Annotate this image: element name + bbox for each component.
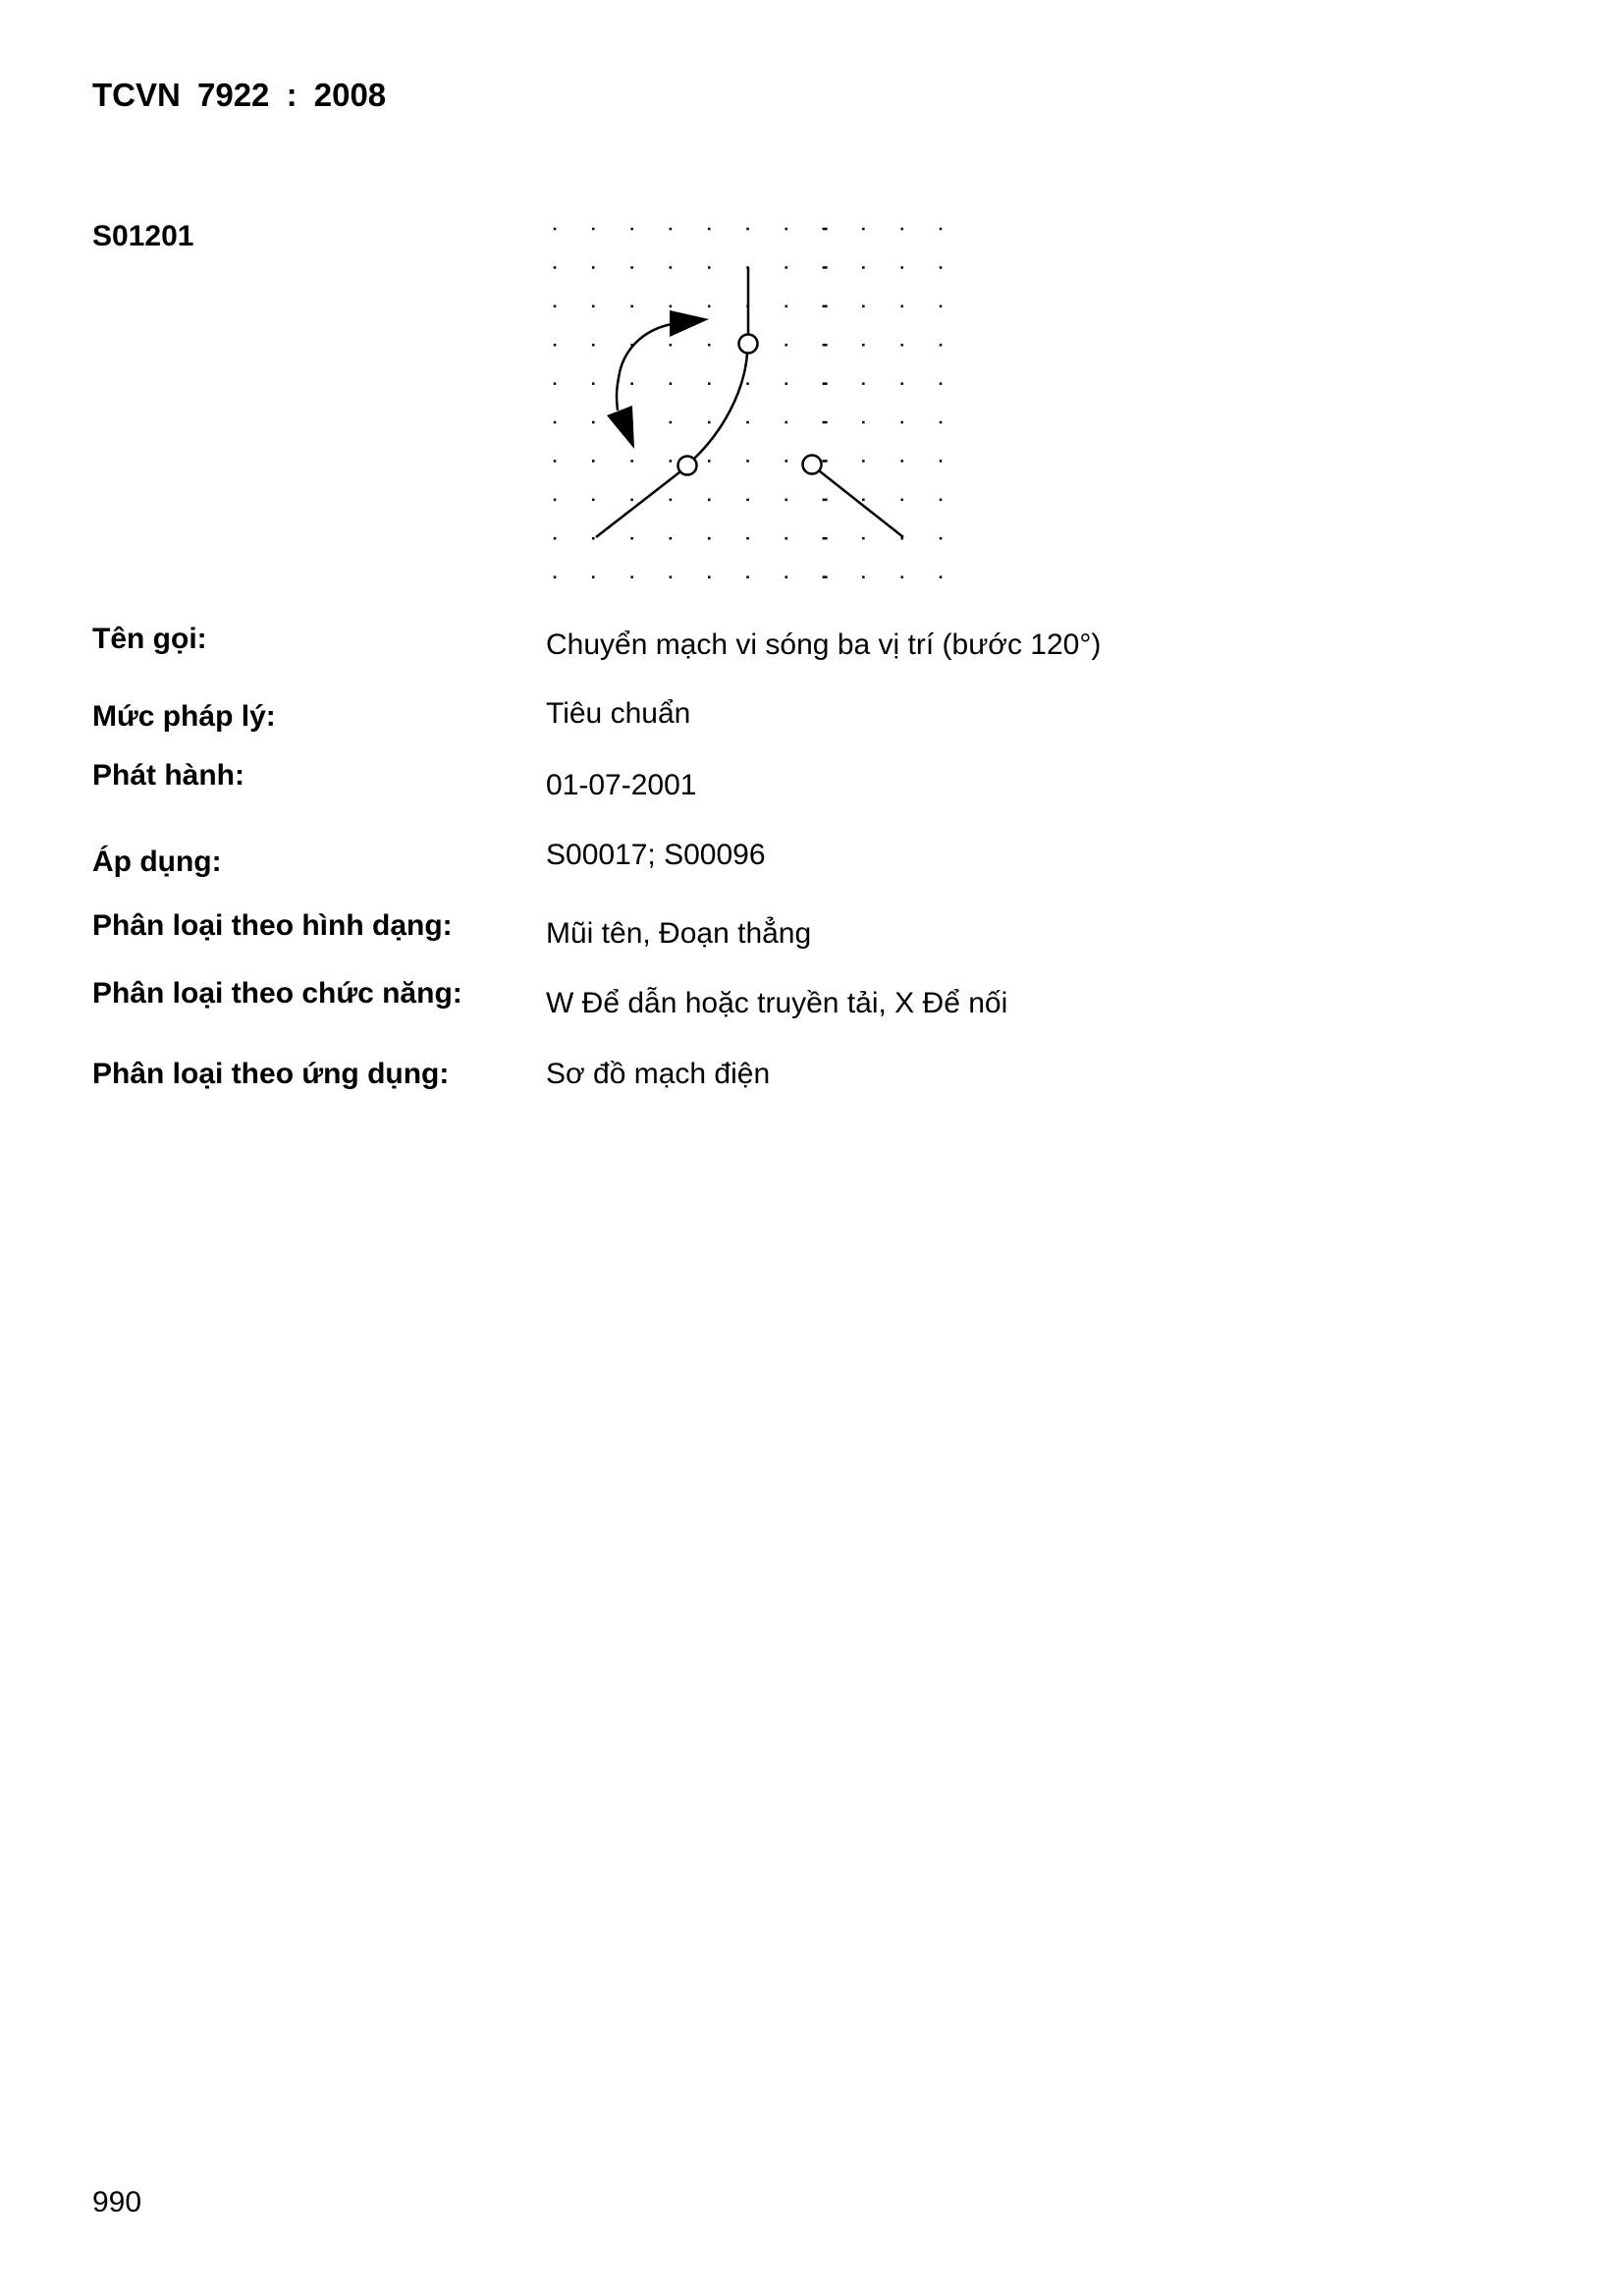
- grid-dot: [554, 266, 557, 269]
- grid-dot: [592, 344, 595, 347]
- grid-dot: [823, 266, 828, 269]
- switch-symbol-diagram: [530, 206, 962, 599]
- grid-dot: [940, 228, 943, 231]
- grid-dot: [862, 266, 865, 269]
- grid-dot: [592, 575, 595, 578]
- grid-dot: [940, 382, 943, 385]
- grid-dot: [708, 421, 711, 424]
- grid-dot: [708, 460, 711, 463]
- grid-dot: [823, 382, 828, 385]
- grid-dot: [940, 421, 943, 424]
- field-label-name: Tên gọi:: [92, 623, 207, 655]
- standard-header: TCVN 7922 : 2008: [92, 77, 387, 113]
- grid-dot: [823, 460, 828, 463]
- grid-dot: [630, 499, 633, 502]
- grid-dot: [940, 499, 943, 502]
- grid-dot: [823, 537, 828, 540]
- grid-dot: [708, 266, 711, 269]
- grid-dot: [901, 460, 904, 463]
- grid-dot: [901, 421, 904, 424]
- grid-dot: [554, 499, 557, 502]
- grid-dot: [708, 344, 711, 347]
- grid-dot: [592, 460, 595, 463]
- rotation-arrow-arc: [617, 324, 672, 410]
- grid-dot: [823, 575, 828, 578]
- arrowhead-right-icon: [670, 310, 709, 337]
- page-number: 990: [92, 2186, 142, 2218]
- grid-dot: [785, 575, 788, 578]
- grid-dot: [940, 460, 943, 463]
- arrowhead-down-icon: [607, 406, 634, 449]
- grid-dot: [708, 537, 711, 540]
- grid-dot: [823, 344, 828, 347]
- grid-dot: [592, 305, 595, 308]
- grid-dot: [670, 537, 673, 540]
- grid-dot: [670, 460, 673, 463]
- grid-dot: [746, 460, 749, 463]
- grid-dot: [862, 305, 865, 308]
- symbol-code: S01201: [92, 220, 194, 252]
- grid-dot: [901, 228, 904, 231]
- grid-dot: [630, 228, 633, 231]
- grid-dot: [554, 228, 557, 231]
- field-value-application-class: Sơ đồ mạch điện: [546, 1058, 771, 1090]
- grid-dot: [862, 421, 865, 424]
- grid-dot: [940, 344, 943, 347]
- grid-dot: [630, 537, 633, 540]
- grid-dot: [554, 382, 557, 385]
- grid-dot: [670, 499, 673, 502]
- grid-dot: [823, 421, 828, 424]
- field-label-shape-class: Phân loại theo hình dạng:: [92, 909, 453, 942]
- grid-dot: [708, 575, 711, 578]
- field-value-applies: S00017; S00096: [546, 839, 766, 871]
- field-value-function-class: W Để dẫn hoặc truyền tải, X Để nối: [546, 987, 1008, 1019]
- field-value-name: Chuyển mạch vi sóng ba vị trí (bước 120°): [546, 629, 1102, 661]
- output-line-left: [596, 472, 679, 537]
- output-line-right: [820, 471, 903, 537]
- field-value-shape-class: Mũi tên, Đoạn thẳng: [546, 917, 812, 950]
- grid-dot: [901, 575, 904, 578]
- field-label-applies: Áp dụng:: [92, 846, 222, 878]
- grid-dot: [592, 499, 595, 502]
- grid-dot: [592, 421, 595, 424]
- grid-dot: [554, 421, 557, 424]
- grid-dot: [708, 305, 711, 308]
- contact-right-circle: [803, 456, 822, 474]
- grid-dot: [862, 382, 865, 385]
- grid-dot: [670, 344, 673, 347]
- grid-dot: [670, 575, 673, 578]
- grid-dot: [901, 344, 904, 347]
- grid-dot: [823, 499, 828, 502]
- grid-dot: [940, 266, 943, 269]
- grid-dot: [862, 344, 865, 347]
- grid-dot: [708, 499, 711, 502]
- grid-dot: [862, 575, 865, 578]
- grid-dot: [554, 460, 557, 463]
- grid-dot: [901, 382, 904, 385]
- grid-dot: [670, 228, 673, 231]
- grid-dot: [670, 421, 673, 424]
- grid-dot: [746, 499, 749, 502]
- grid-dot: [554, 305, 557, 308]
- switch-blade-arc: [694, 354, 747, 459]
- grid-dot: [785, 266, 788, 269]
- grid-dot: [670, 305, 673, 308]
- grid-dot: [708, 382, 711, 385]
- field-value-issued: 01-07-2001: [546, 769, 697, 801]
- grid-dot: [708, 228, 711, 231]
- field-label-application-class: Phân loại theo ứng dụng:: [92, 1058, 450, 1090]
- grid-dot: [785, 305, 788, 308]
- grid-dot: [630, 305, 633, 308]
- grid-dot: [592, 228, 595, 231]
- grid-dot: [901, 266, 904, 269]
- grid-dot: [862, 499, 865, 502]
- grid-dot: [670, 382, 673, 385]
- field-label-function-class: Phân loại theo chức năng:: [92, 977, 462, 1010]
- grid-dot: [940, 305, 943, 308]
- grid-dot: [785, 382, 788, 385]
- grid-dot: [630, 575, 633, 578]
- grid-dot: [785, 344, 788, 347]
- grid-dot: [746, 421, 749, 424]
- grid-dot: [940, 575, 943, 578]
- contact-left-circle: [678, 457, 697, 475]
- grid-dot: [940, 537, 943, 540]
- grid-dot: [823, 305, 828, 308]
- grid-dot: [554, 537, 557, 540]
- grid-dot: [592, 537, 595, 540]
- grid-dot: [862, 228, 865, 231]
- grid-dot: [746, 382, 749, 385]
- field-label-issued: Phát hành:: [92, 759, 244, 792]
- grid-dot: [670, 266, 673, 269]
- grid-dot: [554, 575, 557, 578]
- grid-dot: [785, 499, 788, 502]
- grid-dot: [901, 305, 904, 308]
- grid-dot: [862, 537, 865, 540]
- grid-dot: [554, 344, 557, 347]
- field-label-legal-level: Mức pháp lý:: [92, 700, 276, 733]
- grid-dot: [630, 460, 633, 463]
- field-value-legal-level: Tiêu chuẩn: [546, 697, 691, 730]
- grid-dot: [823, 228, 828, 231]
- grid-dot: [592, 266, 595, 269]
- grid-dot: [746, 575, 749, 578]
- grid-dot: [592, 382, 595, 385]
- grid-dot: [785, 537, 788, 540]
- contact-top-circle: [739, 335, 758, 354]
- grid-dot: [862, 460, 865, 463]
- grid-dot: [630, 382, 633, 385]
- grid-dot: [630, 266, 633, 269]
- grid-dot: [746, 228, 749, 231]
- grid-dot: [901, 499, 904, 502]
- grid-dot: [785, 421, 788, 424]
- grid-dot: [785, 228, 788, 231]
- grid-dot: [746, 537, 749, 540]
- grid-dot: [785, 460, 788, 463]
